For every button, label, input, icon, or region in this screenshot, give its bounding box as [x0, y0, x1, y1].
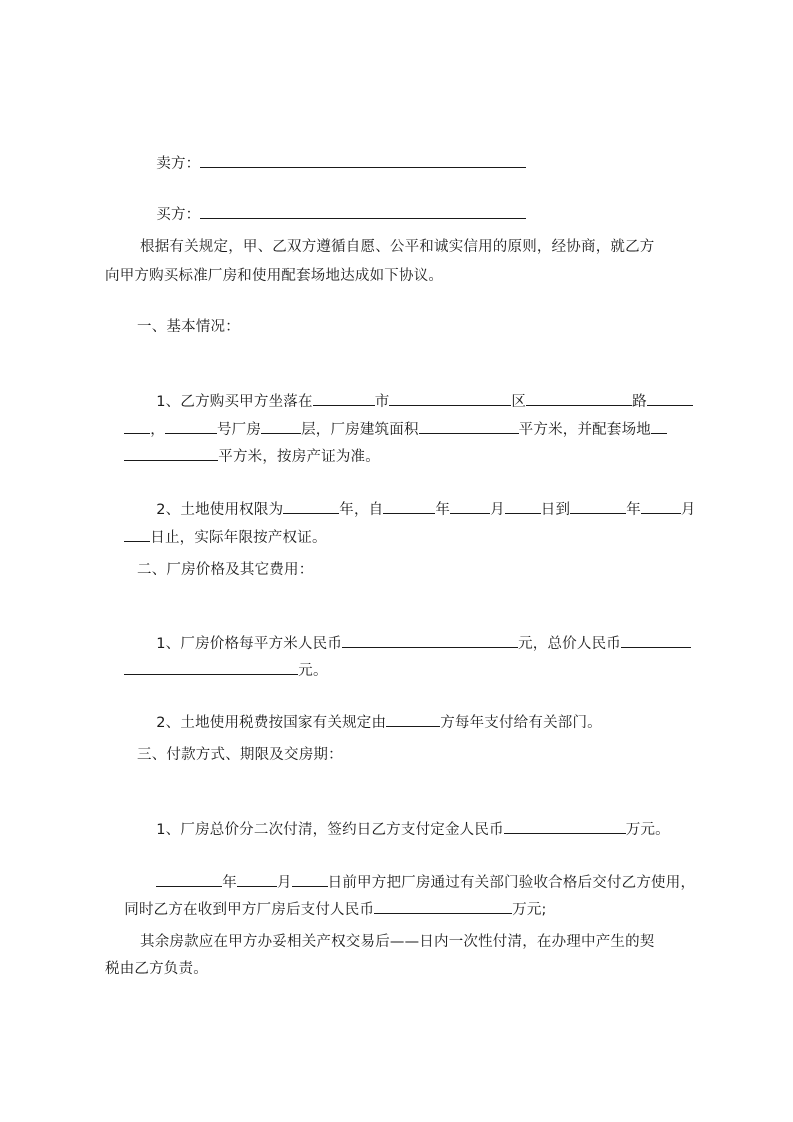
- text-segment: 同时乙方在收到甲方厂房后支付人民币: [124, 902, 375, 918]
- text-segment: 年: [222, 875, 237, 891]
- unit-price-blank[interactable]: [342, 633, 518, 648]
- text-segment: 路: [632, 394, 647, 410]
- text-segment: 月: [680, 502, 696, 518]
- text-segment: 2、土地使用权限为: [156, 502, 284, 518]
- text-segment: 市: [374, 394, 390, 410]
- section-3-para-3-line-1: 其余房款应在甲方办妥相关产权交易后——日内一次性付清，在办理中产生的契: [140, 934, 655, 950]
- text-segment: 月: [276, 875, 292, 891]
- text-segment: 年: [626, 502, 641, 518]
- text-segment: 平方米，并配套场地: [518, 422, 651, 438]
- section-1-heading: 一、基本情况：: [137, 319, 240, 335]
- seller-label: 卖方：: [156, 156, 201, 172]
- text-segment: 1、厂房价格每平方米人民币: [156, 636, 343, 652]
- text-segment: 元，总价人民币: [518, 636, 621, 652]
- text-segment: 月: [490, 502, 505, 518]
- buyer-line: [137, 184, 526, 245]
- text-segment: 1、厂房总价分二次付清，签约日乙方支付定金人民币: [156, 822, 504, 838]
- text-segment: 日前甲方把厂房通过有关部门验收合格后交付乙方使用，: [327, 875, 696, 891]
- intro-line-2: 向甲方购买标准厂房和使用配套场地达成如下协议。: [105, 268, 444, 284]
- site-area-blank[interactable]: [651, 419, 667, 434]
- text-segment: 号厂房: [216, 422, 262, 438]
- start-year-blank[interactable]: [383, 499, 435, 514]
- seller-name-blank[interactable]: [200, 153, 526, 168]
- text-segment: 层，厂房建筑面积: [301, 422, 419, 438]
- text-segment: 元。: [298, 663, 328, 679]
- buyer-label: 买方：: [156, 207, 201, 223]
- total-price-blank[interactable]: [621, 633, 691, 648]
- site-area-blank-cont[interactable]: [124, 446, 218, 461]
- text-segment: 年: [435, 502, 451, 518]
- section-1-item-2-line-2: [105, 507, 327, 568]
- section-2-heading: 二、厂房价格及其它费用：: [137, 562, 314, 578]
- text-segment: 日到: [540, 502, 571, 518]
- text-segment: 万元。: [625, 822, 670, 838]
- total-price-blank-cont[interactable]: [124, 660, 298, 675]
- text-segment: 2、土地使用税费按国家有关规定由: [156, 715, 387, 731]
- section-3-item-1: [137, 799, 670, 860]
- start-month-blank[interactable]: [450, 499, 490, 514]
- text-segment: ，: [150, 422, 165, 438]
- tax-payer-blank[interactable]: [386, 712, 440, 727]
- end-year-blank[interactable]: [570, 499, 626, 514]
- text-segment: 1、乙方购买甲方坐落在: [156, 394, 313, 410]
- deposit-blank[interactable]: [504, 819, 626, 834]
- text-segment: 方每年支付给有关部门。: [440, 715, 602, 731]
- text-segment: 平方米，按房产证为准。: [218, 449, 380, 465]
- building-area-blank[interactable]: [419, 419, 519, 434]
- buyer-name-blank[interactable]: [200, 204, 526, 219]
- text-segment: 万元;: [512, 902, 547, 918]
- end-month-blank[interactable]: [641, 499, 681, 514]
- text-segment: 区: [511, 394, 527, 410]
- text-segment: 日止，实际年限按产权证。: [150, 530, 327, 546]
- section-3-para-3-line-2: 税由乙方负责。: [105, 961, 208, 977]
- start-day-blank[interactable]: [505, 499, 541, 514]
- section-3-para-2-line-2: [105, 879, 547, 940]
- section-3-heading: 三、付款方式、期限及交房期：: [137, 747, 343, 763]
- intro-line-1: 根据有关规定，甲、乙双方遵循自愿、公平和诚实信用的原则，经协商，就乙方: [140, 239, 655, 255]
- section-1-item-1-line-3: [105, 426, 380, 487]
- end-day-blank[interactable]: [124, 527, 150, 542]
- section-2-item-2: [137, 692, 602, 753]
- text-segment: 年，自: [339, 502, 384, 518]
- second-payment-blank[interactable]: [374, 899, 512, 914]
